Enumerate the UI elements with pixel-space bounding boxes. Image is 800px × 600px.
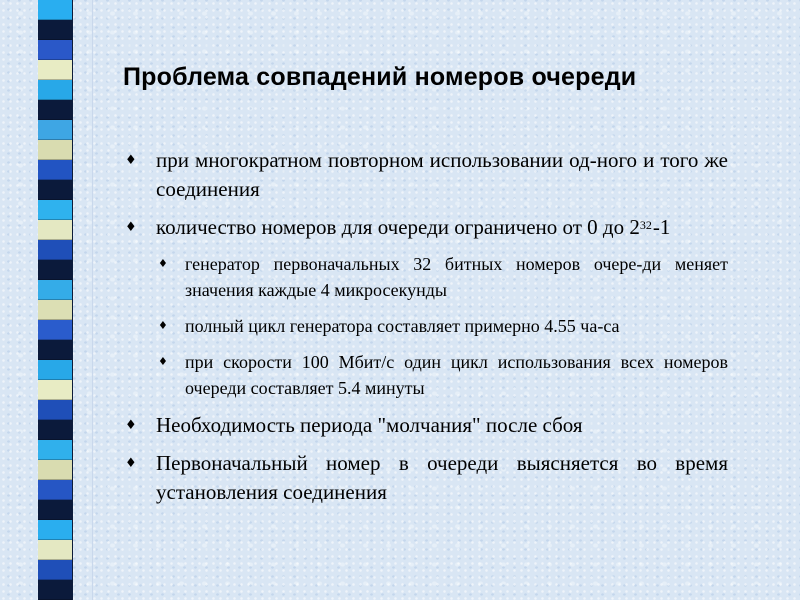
- stripe-segment: [38, 340, 72, 360]
- stripe-segment: [38, 540, 72, 560]
- stripe-segment: [38, 380, 72, 400]
- bullet-item-reuse: [122, 146, 728, 204]
- sub-bullet-text: генератор первоначальных 32 битных номеров очере-ди меняет значения каждые 4 микросекунды: [185, 254, 728, 300]
- stripe-segment: [38, 200, 72, 220]
- stripe-segment: [38, 560, 72, 580]
- stripe-segment: [38, 480, 72, 500]
- stripe-segment: [38, 500, 72, 520]
- diamond-bullet-icon: ♦: [125, 456, 137, 471]
- bullet-text: Первоначальный номер в очереди выясняется во время установления соединения: [156, 451, 728, 504]
- diamond-bullet-icon: ♦: [125, 153, 137, 168]
- diamond-bullet-icon: ♦: [158, 319, 168, 332]
- diamond-bullet-icon: ♦: [158, 257, 168, 270]
- stripe-segment: [38, 420, 72, 440]
- stripe-segment: [38, 280, 72, 300]
- stripe-segment: [38, 320, 72, 340]
- stripe-segment: [38, 300, 72, 320]
- stripe-segment: [38, 180, 72, 200]
- stripe-segment: [38, 40, 72, 60]
- decorative-stripe-bar: [38, 0, 73, 600]
- bullet-item-initial-number: [122, 449, 728, 507]
- bullet-text-suffix: -1: [652, 215, 671, 239]
- bullet-text: Необходимость периода "молчания" после сбоя: [156, 413, 583, 437]
- diamond-bullet-icon: ♦: [125, 418, 137, 433]
- bullet-text: количество номеров для очереди ограничено от 0 до 2: [156, 215, 640, 239]
- stripe-segment: [38, 220, 72, 240]
- sub-bullet-text: полный цикл генератора составляет примерно 4.55 ча-са: [185, 316, 620, 336]
- stripe-segment: [38, 20, 72, 40]
- bullet-item-silence: [122, 411, 728, 440]
- sub-bullet-generator: [122, 251, 728, 303]
- stripe-segment: [38, 120, 72, 140]
- divider-line: [92, 0, 93, 600]
- stripe-segment: [38, 60, 72, 80]
- stripe-segment: [38, 460, 72, 480]
- stripe-segment: [38, 0, 72, 20]
- sub-bullet-text: при скорости 100 Мбит/с один цикл использования всех номеров очереди составляет 5.4 минуты: [185, 352, 728, 398]
- bullet-text: при многократном повторном использовании од-ного и того же соединения: [156, 148, 728, 201]
- stripe-segment: [38, 240, 72, 260]
- diamond-bullet-icon: ♦: [158, 355, 168, 368]
- stripe-segment: [38, 580, 72, 600]
- bullet-list: [122, 146, 728, 516]
- stripe-segment: [38, 520, 72, 540]
- stripe-segment: [38, 260, 72, 280]
- exponent: 32: [639, 218, 652, 232]
- stripe-segment: [38, 440, 72, 460]
- stripe-segment: [38, 160, 72, 180]
- sub-bullet-speed: [122, 349, 728, 401]
- diamond-bullet-icon: ♦: [125, 220, 137, 235]
- stripe-segment: [38, 360, 72, 380]
- stripe-segment: [38, 400, 72, 420]
- stripe-segment: [38, 80, 72, 100]
- bullet-item-range: [122, 213, 728, 242]
- sub-bullet-cycle: [122, 313, 728, 339]
- stripe-segment: [38, 100, 72, 120]
- stripe-segment: [38, 140, 72, 160]
- slide-title: Проблема совпадений номеров очереди: [123, 63, 637, 91]
